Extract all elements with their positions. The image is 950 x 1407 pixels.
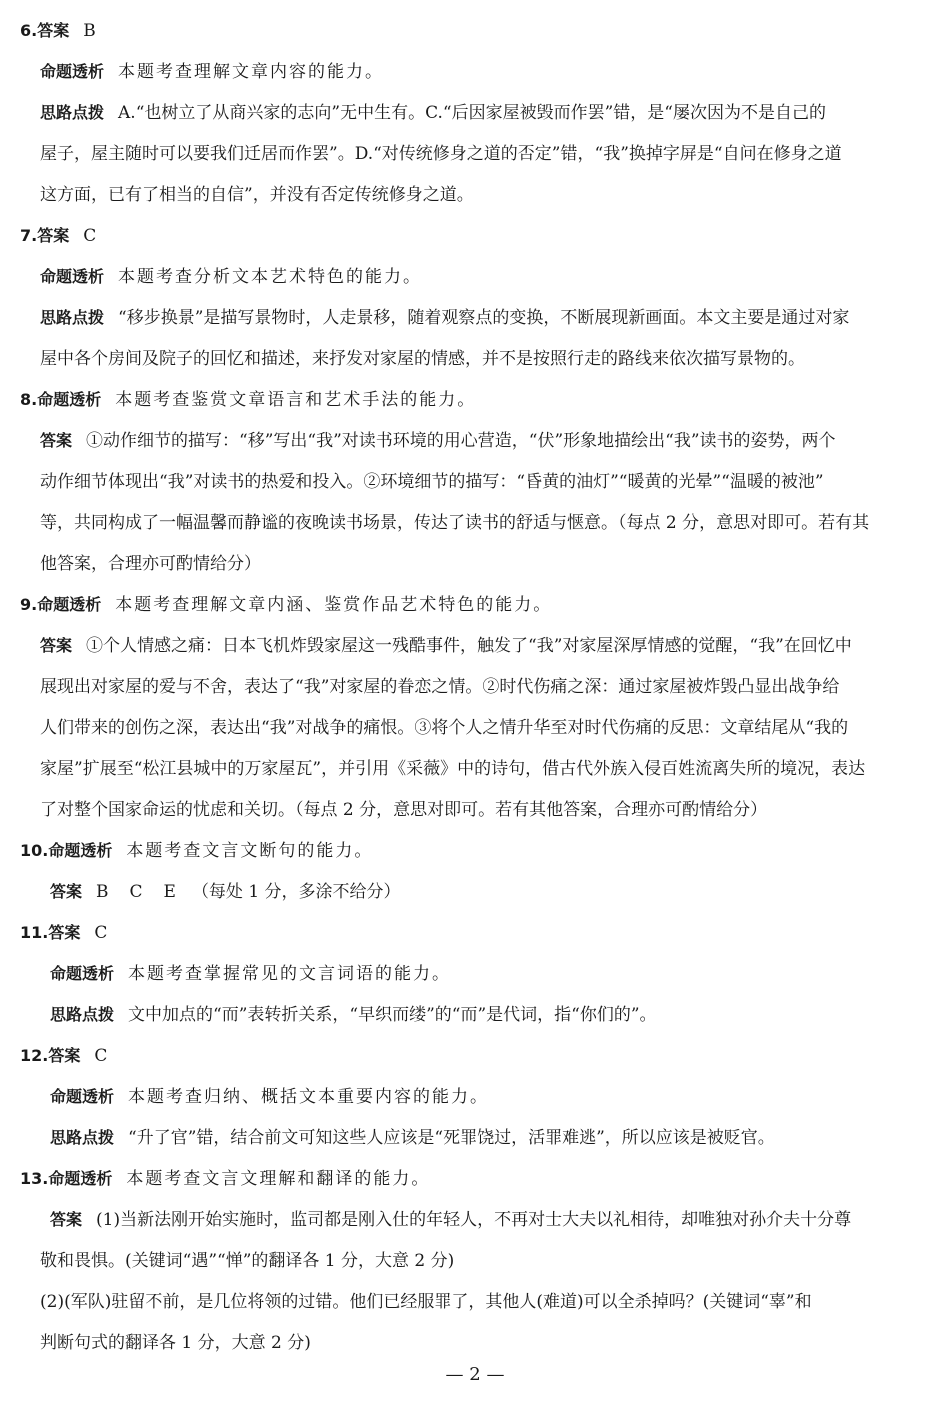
q9-answer-line: 人们带来的创伤之深，表达出“我”对战争的痛恨。③将个人之情升华至对时代伤痛的反思：文章结尾从“我的	[40, 718, 849, 738]
analysis-label: 命题透析	[37, 390, 102, 409]
analysis-label: 命题透析	[48, 1169, 113, 1188]
q13-header	[20, 1166, 430, 1192]
analysis-text: 本题考查掌握常见的文言词语的能力。	[128, 964, 452, 984]
answer-value: C	[83, 226, 99, 246]
question-number: 12.	[20, 1046, 49, 1065]
answer-note: （每处 1 分，多涂不给分）	[191, 882, 401, 902]
hint-label: 思路点拨	[50, 1005, 115, 1024]
q9-answer-line	[40, 633, 852, 659]
q7-analysis	[40, 264, 422, 290]
hint-label: 思路点拨	[50, 1128, 115, 1147]
q6-hint-line: 屋子，屋主随时可以要我们迁居而作罢”。D.“对传统修身之道的否定”错，“我”换掉字屏是“自问在修身之道	[40, 144, 842, 164]
answer-label: 答案	[50, 1210, 83, 1229]
analysis-label: 命题透析	[37, 595, 102, 614]
q13-answer-line: 判断句式的翻译各 1 分，大意 2 分)	[40, 1333, 311, 1353]
q12-hint	[50, 1125, 775, 1151]
hint-text: “移步换景”是描写景物时，人走景移，随着观察点的变换，不断展现新画面。本文主要是通过对家	[118, 308, 850, 328]
q9-answer-line: 家屋”扩展至“松江县城中的万家屋瓦”，并引用《采薇》中的诗句，借古代外族入侵百姓流离失所的境况，表达	[40, 759, 866, 779]
answer-value: C	[94, 923, 110, 943]
answer-label: 答案	[40, 431, 73, 450]
q7-hint-line: 屋中各个房间及院子的回忆和描述，来抒发对家屋的情感，并不是按照行走的路线来依次描写景物的。	[40, 349, 805, 369]
q10-answer	[50, 879, 401, 905]
q9-answer-line: 展现出对家屋的爱与不舍，表达了“我”对家屋的眷恋之情。②时代伤痛之深：通过家屋被炸毁凸显出战争给	[40, 677, 840, 697]
analysis-text: 本题考查鉴赏文章语言和艺术手法的能力。	[115, 390, 477, 410]
q13-answer-line: (2)(军队)驻留不前，是几位将领的过错。他们已经服罪了，其他人(难道)可以全杀掉吗？(关键词“辜”和	[40, 1292, 812, 1312]
analysis-label: 命题透析	[40, 267, 105, 286]
q7-header	[20, 223, 98, 249]
answer-label: 答案	[37, 226, 70, 245]
question-number: 6.	[20, 21, 38, 40]
analysis-label: 命题透析	[40, 62, 105, 81]
hint-text: A.“也树立了从商兴家的志向”无中生有。C.“后因家屋被毁而作罢”错，是“屡次因为不是自己的	[118, 103, 826, 123]
analysis-text: 本题考查文言文理解和翻译的能力。	[126, 1169, 431, 1189]
answer-value: B	[83, 21, 98, 41]
analysis-text: 本题考查文言文断句的能力。	[126, 841, 374, 861]
q6-hint-line: 这方面，已有了相当的自信”，并没有否定传统修身之道。	[40, 185, 474, 205]
answer-text: ①个人情感之痛：日本飞机炸毁家屋这一残酷事件，触发了“我”对家屋深厚情感的觉醒，“我”在回忆中	[86, 636, 852, 656]
question-number: 7.	[20, 226, 38, 245]
q7-hint-line	[40, 305, 849, 331]
q8-header	[20, 387, 476, 413]
hint-label: 思路点拨	[40, 103, 105, 122]
hint-text: “升了官”错，结合前文可知这些人应该是“死罪饶过，活罪难逃”，所以应该是被贬官。	[128, 1128, 775, 1148]
q8-answer-line: 等，共同构成了一幅温馨而静谧的夜晚读书场景，传达了读书的舒适与惬意。（每点 2 分，意思对即可。若有其	[40, 513, 870, 533]
answer-label: 答案	[50, 882, 83, 901]
analysis-text: 本题考查理解文章内容的能力。	[118, 62, 385, 82]
q6-analysis	[40, 59, 384, 85]
q11-header	[20, 920, 109, 946]
answer-text: (1)当新法刚开始实施时，监司都是刚入仕的年轻人，不再对士大夫以礼相待，却唯独对孙介夫十分尊	[96, 1210, 852, 1230]
q10-header	[20, 838, 373, 864]
question-number: 8.	[20, 390, 38, 409]
q8-answer-line: 他答案，合理亦可酌情给分）	[40, 554, 261, 574]
analysis-label: 命题透析	[50, 1087, 115, 1106]
answer-label: 答案	[48, 1046, 81, 1065]
q8-answer-line	[40, 428, 836, 454]
page-number: — 2 —	[445, 1364, 505, 1385]
question-number: 13.	[20, 1169, 49, 1188]
analysis-label: 命题透析	[48, 841, 113, 860]
q6-header	[20, 18, 98, 44]
analysis-text: 本题考查归纳、概括文本重要内容的能力。	[128, 1087, 490, 1107]
question-number: 10.	[20, 841, 49, 860]
q11-hint	[50, 1002, 657, 1028]
answer-value: B C E	[96, 882, 178, 902]
hint-text: 文中加点的“而”表转折关系，“早织而缕”的“而”是代词，指“你们的”。	[128, 1005, 657, 1025]
answer-text: ①动作细节的描写：“移”写出“我”对读书环境的用心营造，“伏”形象地描绘出“我”读书的姿势，两个	[86, 431, 836, 451]
question-number: 11.	[20, 923, 49, 942]
analysis-text: 本题考查理解文章内涵、鉴赏作品艺术特色的能力。	[115, 595, 553, 615]
analysis-text: 本题考查分析文本艺术特色的能力。	[118, 267, 423, 287]
analysis-label: 命题透析	[50, 964, 115, 983]
q12-header	[20, 1043, 109, 1069]
answer-label: 答案	[37, 21, 70, 40]
q9-answer-line: 了对整个国家命运的忧虑和关切。（每点 2 分，意思对即可。若有其他答案，合理亦可酌情给分）	[40, 800, 768, 820]
q13-answer-line: 敬和畏惧。(关键词“遇”“惮”的翻译各 1 分，大意 2 分)	[40, 1251, 455, 1271]
q12-analysis	[50, 1084, 489, 1110]
q6-hint-line	[40, 100, 826, 126]
answer-label: 答案	[40, 636, 73, 655]
question-number: 9.	[20, 595, 38, 614]
q11-analysis	[50, 961, 451, 987]
q8-answer-line: 动作细节体现出“我”对读书的热爱和投入。②环境细节的描写：“昏黄的油灯”“暖黄的光晕”“温暖的被池”	[40, 472, 824, 492]
q9-header	[20, 592, 552, 618]
q13-answer-line	[50, 1207, 851, 1233]
answer-value: C	[94, 1046, 110, 1066]
hint-label: 思路点拨	[40, 308, 105, 327]
answer-label: 答案	[48, 923, 81, 942]
